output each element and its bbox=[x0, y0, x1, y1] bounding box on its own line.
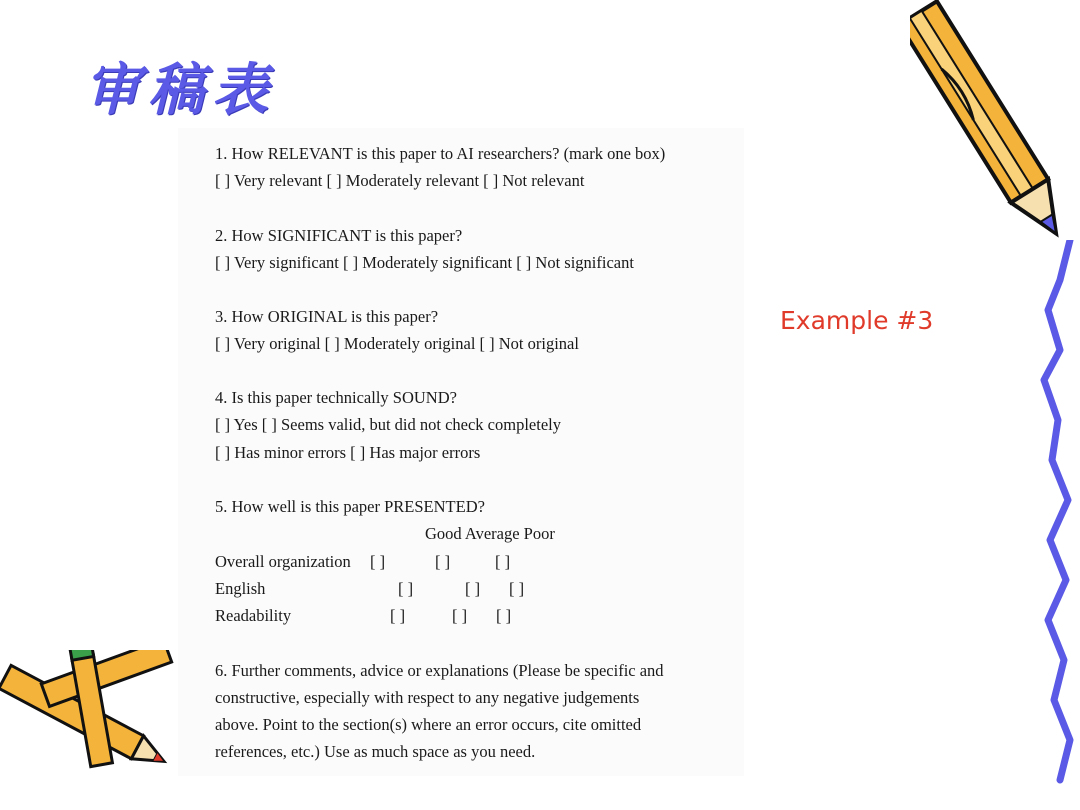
q5-row-average: [ ] bbox=[435, 552, 451, 571]
q5-row-good: [ ] bbox=[390, 606, 406, 625]
example-label: Example #3 bbox=[780, 306, 934, 335]
q6-line: above. Point to the section(s) where an error occurs, cite omitted bbox=[215, 715, 642, 734]
q5-row-poor: [ ] bbox=[509, 579, 525, 598]
zigzag-line-icon bbox=[1030, 240, 1080, 800]
q5-row-good: [ ] bbox=[370, 552, 386, 571]
q4-options-line2: [ ] Has minor errors [ ] Has major errors bbox=[215, 443, 481, 462]
q5-column-headers: Good Average Poor bbox=[425, 524, 555, 543]
q4-options-line1: [ ] Yes [ ] Seems valid, but did not check completely bbox=[215, 415, 561, 434]
q1-question: 1. How RELEVANT is this paper to AI researchers? (mark one box) bbox=[215, 144, 666, 163]
q5-row-average: [ ] bbox=[452, 606, 468, 625]
q2-question: 2. How SIGNIFICANT is this paper? bbox=[215, 226, 463, 245]
q2-options: [ ] Very significant [ ] Moderately significant [ ] Not significant bbox=[215, 253, 634, 272]
q5-row-label: Readability bbox=[215, 606, 292, 625]
pencil-icon bbox=[910, 0, 1080, 260]
slide-title: 审稿表 bbox=[84, 57, 276, 123]
q5-row-label: Overall organization bbox=[215, 552, 351, 571]
q3-options: [ ] Very original [ ] Moderately original [ ] Not original bbox=[215, 334, 579, 353]
q5-row-good: [ ] bbox=[398, 579, 414, 598]
crossed-pencils-icon bbox=[0, 650, 180, 810]
q5-row-poor: [ ] bbox=[495, 552, 511, 571]
q6-line: constructive, especially with respect to any negative judgements bbox=[215, 688, 640, 707]
q6-line: references, etc.) Use as much space as you need. bbox=[215, 742, 536, 761]
q5-question: 5. How well is this paper PRESENTED? bbox=[215, 497, 485, 516]
q6-line: 6. Further comments, advice or explanations (Please be specific and bbox=[215, 661, 664, 680]
q3-question: 3. How ORIGINAL is this paper? bbox=[215, 307, 439, 326]
q5-row-average: [ ] bbox=[465, 579, 481, 598]
q1-options: [ ] Very relevant [ ] Moderately relevant [ ] Not relevant bbox=[215, 171, 585, 190]
q5-row-poor: [ ] bbox=[496, 606, 512, 625]
q4-question: 4. Is this paper technically SOUND? bbox=[215, 388, 457, 407]
q5-row-label: English bbox=[215, 579, 266, 598]
